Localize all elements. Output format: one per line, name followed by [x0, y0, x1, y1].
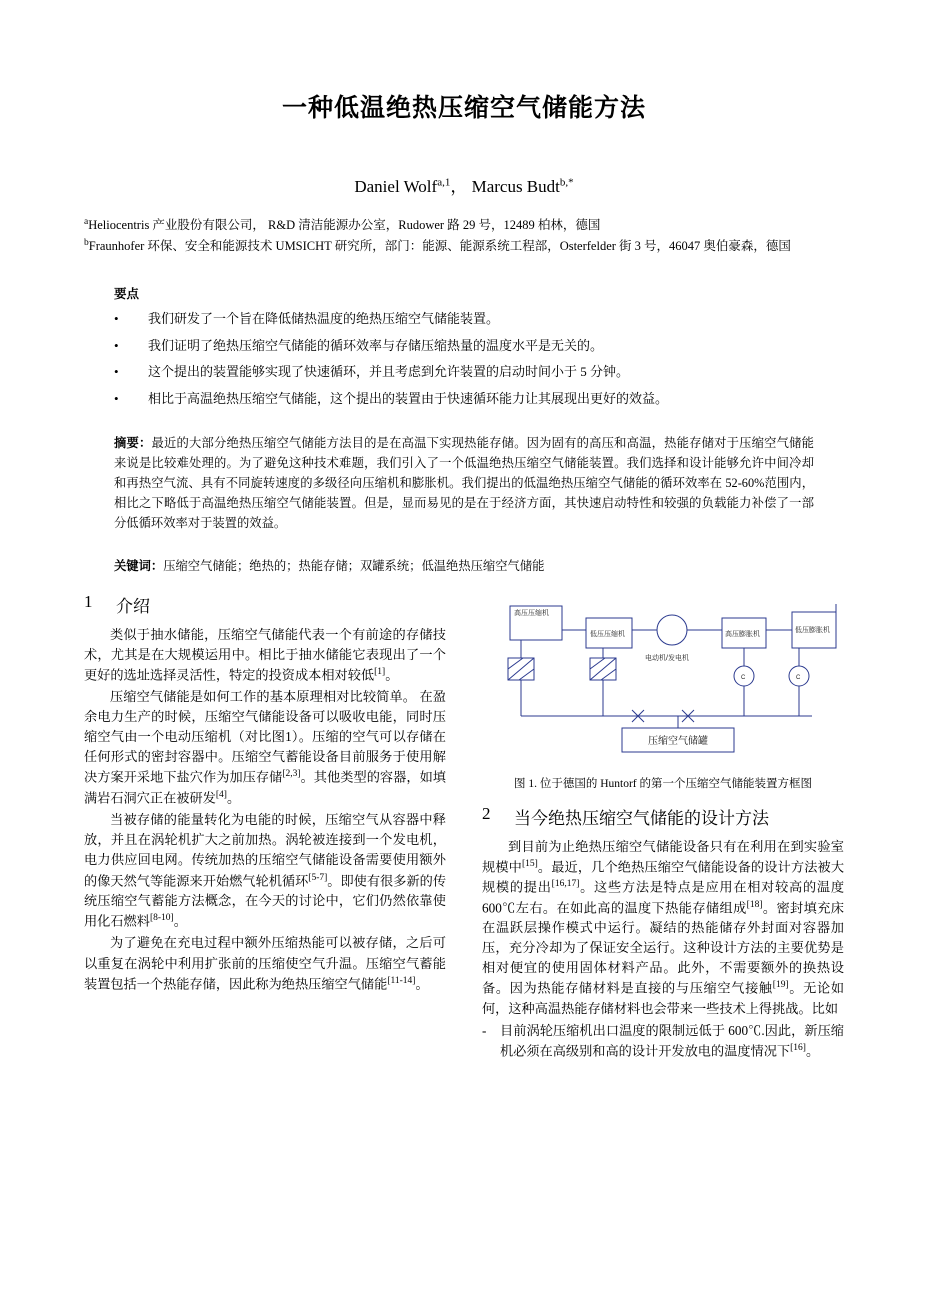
list-item [482, 1021, 844, 1062]
label-cavern: 压缩空气储罐 [648, 735, 708, 747]
paragraph: 压缩空气储能是如何工作的基本原理相对比较简单。 在盈余电力生产的时候，压缩空气储能设备可以吸收电能，同时压缩空气由一个电动压缩机（对比图1）。压缩的空气可以存储在任何形式的密封容器中。压缩空气蓄能设备目前服务于使用解决方案开采地下盐穴作为加压存储[2,3]。其他类型的容器，如填满岩石洞穴正在被研发[4]。 [84, 689, 446, 806]
bullet-icon: • [114, 390, 119, 406]
affiliation-b-marker: b [84, 237, 89, 248]
keywords-label: 关键词： [114, 558, 164, 573]
label-hp-expander: 高压膨胀机 [725, 630, 760, 638]
paragraph: 为了避免在充电过程中额外压缩热能可以被存储，之后可以重复在涡轮中利用扩张前的压缩使空气升温。压缩空气蓄能装置包括一个热能存储，因此称为绝热压缩空气储能[11-14]。 [84, 935, 446, 991]
label-lp-expander: 低压膨胀机 [795, 626, 830, 634]
list-item [114, 336, 814, 356]
paragraph: 到目前为止绝热压缩空气储能设备只有在利用在到实验室规模中[15]。最近，几个绝热压缩空气储能设备的设计方法被大规模的提出[16,17]。这些方法是特点是应用在相对较高的温度 600℃左右。在如此高的温度下热能存储组成[18]。密封填充床在温跃层操作模式中运行。凝结的热能储存外封面对容器加压，充分冷却为了保证安全运行。这种设计方法的主要优势是相对便宜的使用固体材料产品。此外，不需要额外的换热设备。因为热能存储材料是直接的与压缩空气接触[19]。无论如何，这种高温热能存储材料也会带来一些技术上得挑战。比如 [482, 838, 845, 1016]
affiliation-b [84, 236, 844, 257]
highlight-text: 相比于高温绝热压缩空气储能，这个提出的装置由于快速循环能力让其展现出更好的效益。 [148, 390, 669, 406]
author-line [84, 172, 844, 197]
section-title: 介绍 [116, 596, 150, 616]
paragraph: 类似于抽水储能，压缩空气储能代表一个有前途的存储技术，尤其是在大规模运用中。相比于抽水储能它表现出了一个更好的选址选择灵活性，特定的投资成本相对较低[1]。 [84, 626, 446, 683]
list-item [114, 362, 814, 382]
affiliation-a [84, 215, 844, 236]
section-title: 当今绝热压缩空气储能的设计方法 [514, 808, 769, 828]
label-hp-compressor: 高压压缩机 [514, 609, 549, 617]
list-item [114, 389, 814, 409]
keywords-text: 压缩空气储能；绝热的；热能存储；双罐系统；低温绝热压缩空气储能 [163, 558, 545, 573]
figure-caption: 图 1. 位于德国的 Huntorf 的第一个压缩空气储能装置方框图 [513, 777, 813, 790]
keywords-block [114, 556, 814, 574]
section-number: 1 [84, 591, 93, 611]
author-2-affil-marker: b,* [559, 176, 574, 189]
label-combustor-2: C [796, 674, 801, 681]
author-1-affil-marker: a,1 [437, 176, 451, 189]
label-motor-generator: 电动机/发电机 [645, 654, 689, 662]
author-2-name: Marcus Budt [471, 177, 560, 196]
affiliation-b-text: Fraunhofer 环保、安全和能源技术 UMSICHT 研究所，部门：能源、能源系统工程部，Osterfelder 街 3 号，46047 奥伯豪森，德国 [88, 238, 791, 253]
section-heading-design [482, 804, 844, 829]
author-separator: ， [450, 177, 468, 196]
figure-1 [482, 596, 844, 766]
highlight-text: 我们证明了绝热压缩空气储能的循环效率与存储压缩热量的温度水平是无关的。 [148, 337, 604, 353]
bullet-icon: • [114, 311, 119, 327]
affiliation-a-marker: a [84, 217, 89, 227]
dash-item-text: 目前涡轮压缩机出口温度的限制远低于 600℃.因此，新压缩机必须在高级别和高的设计开发放电的温度情况下[16]。 [500, 1022, 844, 1059]
bullet-icon: • [114, 364, 119, 380]
abstract-block [114, 434, 814, 534]
section-number: 2 [482, 803, 491, 823]
page-content [84, 0, 844, 1061]
highlight-text: 这个提出的装置能够实现了快速循环，并且考虑到允许装置的启动时间小于 5 分钟。 [148, 364, 630, 380]
author-1-name: Daniel Wolf [354, 177, 438, 196]
dash-bullet-icon: - [482, 1022, 487, 1038]
bullet-icon: • [114, 337, 119, 353]
right-column [482, 590, 844, 1062]
list-item [114, 309, 814, 329]
label-combustor-1: C [741, 674, 746, 681]
caes-block-diagram [482, 596, 844, 766]
affiliation-block [84, 215, 844, 256]
page-title: 一种低温绝热压缩空气储能方法 [281, 95, 646, 122]
two-column-body [84, 590, 844, 1062]
affiliation-a-text: Heliocentris 产业股份有限公司， R&D 清洁能源办公室，Rudower 路 29 号，12489 柏林，德国 [88, 218, 601, 233]
section-heading-intro [84, 592, 446, 617]
abstract-text: 最近的大部分绝热压缩空气储能方法目的是在高温下实现热能存储。因为固有的高压和高温，热能存储对于压缩空气储能来说是比较难处理的。为了避免这种技术难题，我们引入了一个低温绝热压缩空气储能装置。我们选择和设计能够允许中间冷却和再热空气流、具有不同旋转速度的多级径向压缩机和膨胀机。我们提出的低温绝热压缩空气储能的循环效率在 52-60%范围内，相比之下略低于高温绝热压缩空气储能装置。但是，显而易见的是在于经济方面，其快速启动特性和较强的负载能力补偿了一部分低循环效率对于装置的效益。 [114, 436, 814, 530]
left-column [84, 590, 446, 1062]
paragraph: 当被存储的能量转化为电能的时候，压缩空气从容器中释放，并且在涡轮机扩大之前加热。涡轮被连接到一个发电机，电力供应回电网。传统加热的压缩空气储能设备需要使用额外的像天然气等能源来开始燃气轮机循环[5-7]。即使有很多新的传统压缩空气蓄能方法概念，在今天的讨论中，它们仍然依靠使用化石燃料[8-10]。 [84, 812, 447, 929]
highlight-text: 我们研发了一个旨在降低储热温度的绝热压缩空气储能装置。 [148, 311, 500, 327]
abstract-label: 摘要： [114, 436, 152, 451]
highlights-block [114, 284, 814, 408]
highlights-label: 要点 [114, 287, 140, 302]
label-lp-compressor: 低压压缩机 [590, 630, 625, 638]
